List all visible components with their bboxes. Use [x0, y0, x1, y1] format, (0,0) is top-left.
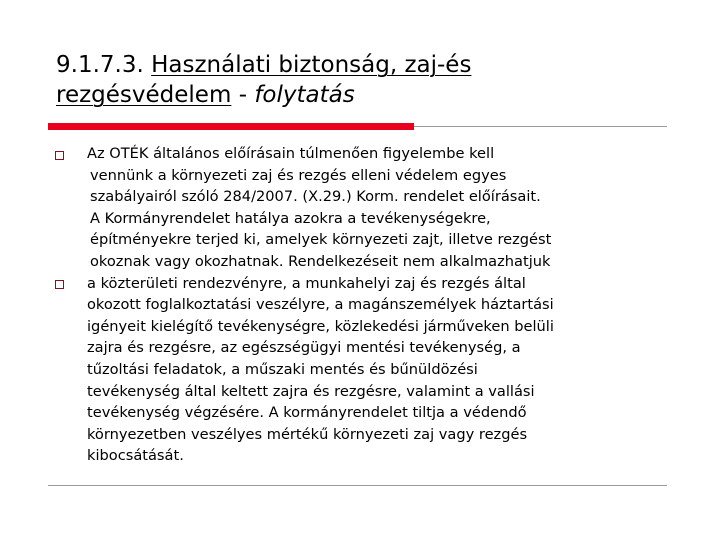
- body-line: igényeit kielégítő tevékenységre, közlekedési járműveken belüli: [87, 317, 554, 335]
- title-number: 9.1.7.3.: [56, 52, 144, 78]
- body-line: építményekre terjed ki, amelyek környezeti zajt, illetve rezgést: [90, 231, 552, 249]
- title-separator: -: [238, 82, 247, 108]
- body-line: a közterületi rendezvényre, a munkahelyi zaj és rezgés által: [87, 274, 526, 292]
- body-line: környezetben veszélyes mértékű környezeti zaj vagy rezgés: [87, 425, 528, 443]
- body-line: tűzoltási feladatok, a műszaki mentés és bűnüldözési: [87, 360, 478, 378]
- body-line: okozott foglalkoztatási veszélyre, a magánszemélyek háztartási: [87, 296, 554, 314]
- body-line: zajra és rezgésre, az egészségügyi mentési tevékenység, a: [87, 339, 521, 357]
- body-line: A Kormányrendelet hatálya azokra a tevékenységekre,: [90, 209, 491, 227]
- footer-divider-line: [48, 485, 667, 486]
- hollow-square-bullet-icon: [55, 151, 64, 160]
- body-line: tevékenység végzésére. A kormányrendelet tiltja a védendő: [87, 404, 527, 422]
- body-paragraph: [87, 143, 677, 467]
- title-accent-bar: [48, 123, 414, 130]
- slide-title: [56, 50, 676, 110]
- title-underlined-line2: rezgésvédelem: [56, 82, 232, 108]
- body-line: okoznak vagy okozhatnak. Rendelkezéseit nem alkalmazhatjuk: [90, 252, 551, 270]
- hollow-square-bullet-icon: [55, 280, 64, 289]
- body-line: Az OTÉK általános előírásain túlmenően figyelembe kell: [87, 145, 495, 162]
- body-line: kibocsátását.: [87, 447, 184, 465]
- title-underlined-line1: Használati biztonság, zaj-és: [151, 52, 472, 78]
- body-line: vennünk a környezeti zaj és rezgés elleni védelem egyes: [90, 166, 507, 184]
- title-italic-suffix: folytatás: [254, 82, 355, 108]
- body-line: szabályairól szóló 284/2007. (X.29.) Korm. rendelet előírásait.: [90, 188, 541, 206]
- body-line: tevékenység által keltett zajra és rezgésre, valamint a vallási: [87, 382, 535, 400]
